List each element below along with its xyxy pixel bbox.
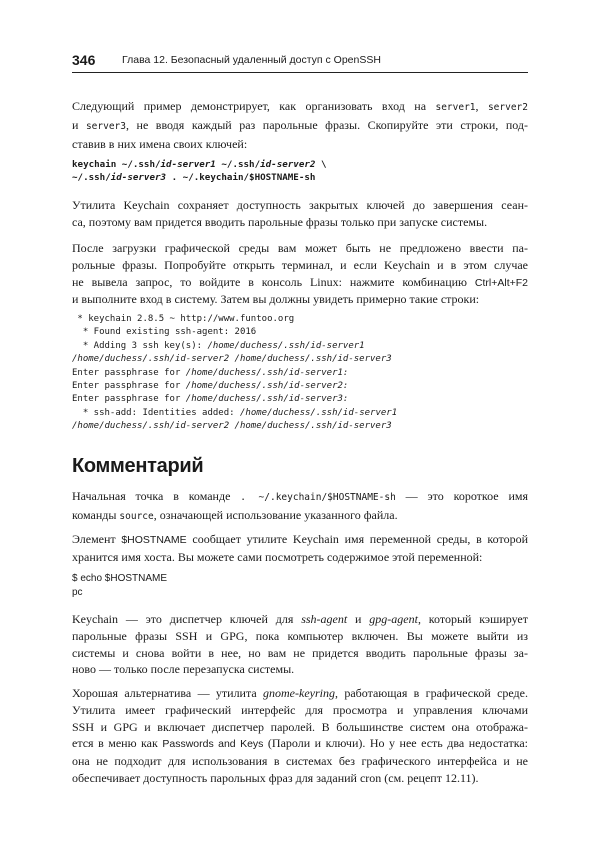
chapter-title: Глава 12. Безопасный удаленный доступ с OpenSSH	[122, 54, 381, 66]
code-line: ~/.ssh/id-server3 . ~/.keychain/$HOSTNAME-sh	[72, 172, 316, 184]
code-line: * ssh-add: Identities added: /home/duchess/.ssh/id-server1	[72, 407, 398, 418]
text-line: Хорошая альтернатива — утилита gnome-keyring, работающая в графической среде.	[72, 686, 528, 700]
code-line: Enter passphrase for /home/duchess/.ssh/id-server3:	[72, 394, 349, 405]
page-number: 346	[72, 52, 96, 68]
code-line: keychain ~/.ssh/id-server1 ~/.ssh/id-server2 \	[72, 159, 327, 170]
text-line: ново — только после перезапуска системы.	[72, 662, 295, 677]
code-block-output	[72, 313, 528, 434]
text-line: она не подходит для использования в системах без графического интерфейса и не	[72, 754, 528, 769]
text-line: Начальная точка в команде . ~/.keychain/$HOSTNAME-sh — это короткое имя	[72, 489, 528, 503]
code-line: pc	[72, 587, 83, 599]
paragraph-keychain-manager	[72, 611, 528, 678]
text-line: обеспечивает доступность парольных фраз для заданий cron (см. рецепт 12.11).	[72, 770, 479, 785]
paragraph-gnome-keyring	[72, 685, 528, 787]
text-line: ется в меню как Passwords and Keys (Пароли и ключи). Но у нее есть два недостатка:	[72, 736, 528, 751]
text-line: ставив в них имена своих ключей:	[72, 136, 248, 151]
code-line: * Found existing ssh-agent: 2016	[72, 327, 257, 338]
text-line: Утилита Keychain сохраняет доступность закрытых ключей до завершения сеан-	[72, 198, 528, 212]
paragraph-source	[72, 488, 528, 526]
paragraph-keychain-info	[72, 197, 528, 231]
text-line: SSH и GPG и включает диспетчер паролей. В большинстве систем она отобража-	[72, 719, 528, 734]
text-line: системы и снова войти в нее, но вам не придется вводить парольные фразы за-	[72, 645, 528, 660]
code-block-keychain	[72, 158, 528, 185]
code-line: /home/duchess/.ssh/id-server2 /home/duchess/.ssh/id-server3	[72, 421, 392, 432]
paragraph-console	[72, 240, 528, 308]
code-line: Enter passphrase for /home/duchess/.ssh/id-server1:	[72, 367, 349, 378]
text-line: рольные фразы. Попробуйте открыть терминал, и если Keychain и в этом случае	[72, 257, 528, 272]
text-line: Утилита имеет графический интерфейс для просмотра и управления ключами	[72, 702, 528, 717]
code-line: Enter passphrase for /home/duchess/.ssh/id-server2:	[72, 381, 349, 392]
text-line: Следующий пример демонстрирует, как организовать вход на server1, server2	[72, 99, 528, 113]
code-line: /home/duchess/.ssh/id-server2 /home/duchess/.ssh/id-server3	[72, 354, 392, 365]
text-line: не вывела запрос, то войдите в консоль Linux: нажмите комбинацию Ctrl+Alt+F2	[72, 274, 528, 289]
text-line: са, поэтому вам придется вводить парольные фразы только при запуске системы.	[72, 214, 488, 229]
text-line: и server3, не вводя каждый раз парольные фразы. Скопируйте эти строки, под-	[72, 117, 529, 132]
code-block-echo	[72, 572, 528, 601]
code-line: * keychain 2.8.5 ~ http://www.funtoo.org	[72, 314, 295, 324]
text-line: После загрузки графической среды вам может быть не предложено ввести па-	[72, 241, 528, 255]
text-line: хранится имя хоста. Вы можете сами посмотреть содержимое этой переменной:	[72, 549, 483, 564]
section-heading: Комментарий	[72, 455, 204, 477]
text-line: и выполните вход в систему. Затем вы должны увидеть примерно такие строки:	[72, 292, 480, 307]
text-line: Элемент $HOSTNAME сообщает утилите Keychain имя переменной среды, в которой	[72, 532, 528, 546]
text-line: команды source, означающей использование указанного файла.	[72, 507, 398, 522]
code-line: $ echo $HOSTNAME	[72, 573, 168, 584]
paragraph-hostname	[72, 531, 528, 566]
code-line: * Adding 3 ssh key(s): /home/duchess/.ssh/id-server1	[72, 340, 365, 351]
text-line: парольные фразы SSH и GPG, пока компьютер включен. Вы можете выйти из	[72, 628, 528, 643]
running-header	[72, 52, 528, 73]
paragraph-intro	[72, 98, 528, 152]
text-line: Keychain — это диспетчер ключей для ssh-agent и gpg-agent, который кэширует	[72, 612, 529, 626]
